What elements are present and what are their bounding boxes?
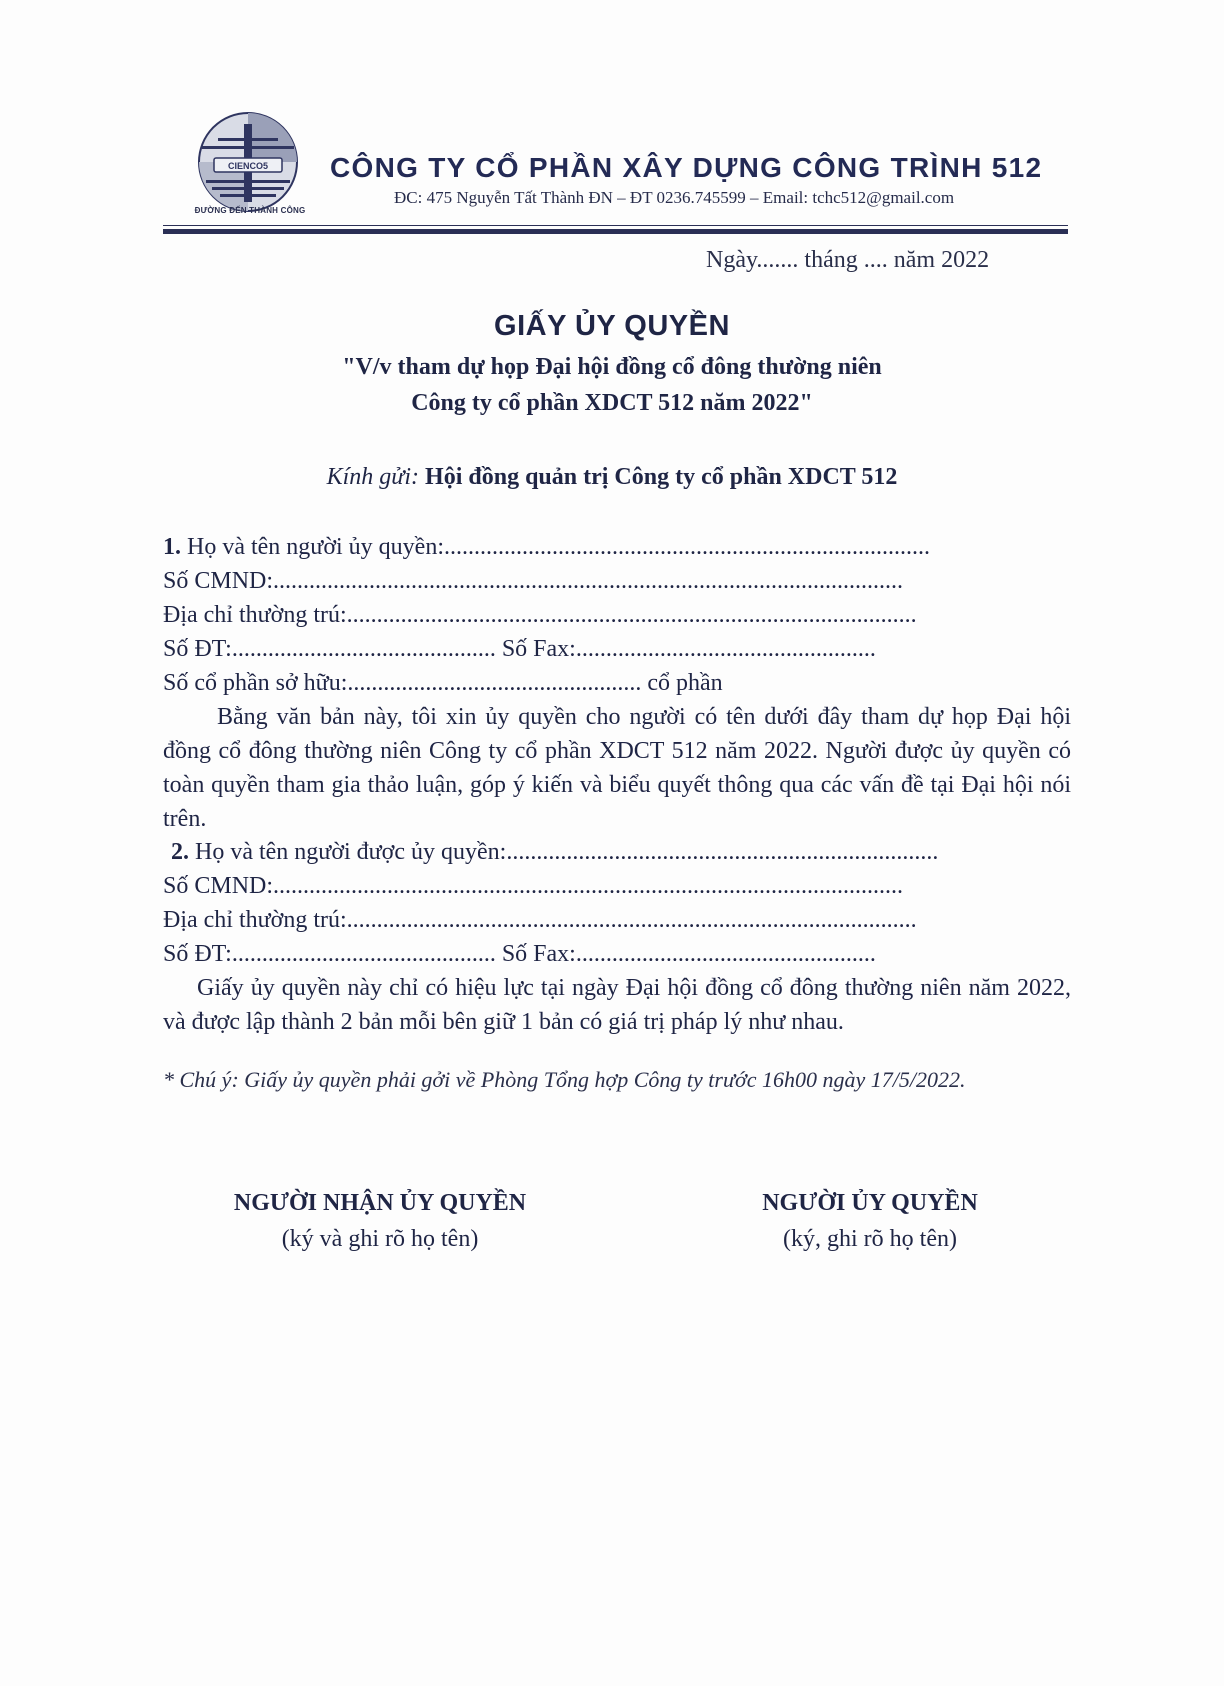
grantee-address-field[interactable]: Địa chỉ thường trú:............................................................................................... — [163, 907, 917, 933]
validity-paragraph: Giấy ủy quyền này chỉ có hiệu lực tại ngày Đại hội đồng cổ đông thường niên năm 2022, và được lập thành 2 bản mỗi bên giữ 1 bản có giá trị pháp lý như nhau. — [163, 975, 1071, 1035]
addressee-label: Kính gửi — [326, 464, 412, 490]
grantor-name-field[interactable] — [163, 533, 930, 561]
date-line: Ngày....... tháng .... năm 2022 — [706, 247, 990, 273]
company-logo — [196, 110, 300, 214]
grantee-phone-fax-field[interactable]: Số ĐT:............................................ Số Fax:.................................................. — [163, 941, 876, 967]
document-subtitle-line-1: "V/v tham dự họp Đại hội đồng cổ đông thường niên — [342, 354, 882, 380]
logo-text: CIENCO5 — [227, 161, 269, 171]
company-contact: ĐC: 475 Nguyễn Tất Thành ĐN – ĐT 0236.745599 – Email: tchc512@gmail.com — [394, 188, 955, 207]
grantor-signature-instruction: (ký, ghi rõ họ tên) — [783, 1226, 957, 1252]
grantor-shares-field[interactable]: Số cổ phần sở hữu:................................................. cổ phần — [163, 670, 723, 696]
header-divider-thick — [163, 229, 1068, 234]
grantee-name-label: Họ và tên người được ủy quyền:........................................................................ — [189, 839, 939, 865]
grantor-phone-fax-field[interactable]: Số ĐT:............................................ Số Fax:.................................................. — [163, 636, 876, 662]
grantor-section-number: 1. — [163, 534, 181, 560]
grantee-name-field[interactable] — [171, 838, 938, 866]
authorization-paragraph: Bằng văn bản này, tôi xin ủy quyền cho người có tên dưới đây tham dự họp Đại hội đồng cổ đông thường niên Công ty cổ phần XDCT 512 năm 2022. Người được ủy quyền có toàn quyền tham gia thảo luận, góp ý kiến và biểu quyết thông qua các vấn đề tại Đại hội nói trên. — [163, 704, 1071, 832]
recipient-signature-title: NGƯỜI NHẬN ỦY QUYỀN — [233, 1190, 527, 1216]
recipient-signature-instruction: (ký và ghi rõ họ tên) — [281, 1226, 479, 1252]
grantor-signature-title: NGƯỜI ỦY QUYỀN — [762, 1190, 978, 1216]
submission-note: * Chú ý: Giấy ủy quyền phải gởi về Phòng Tổng hợp Công ty trước 16h00 ngày 17/5/2022. — [163, 1067, 966, 1092]
company-name: CÔNG TY CỔ PHẦN XÂY DỰNG CÔNG TRÌNH 512 — [330, 152, 1043, 183]
addressee: Kính gửi: Hội đồng quản trị Công ty cổ phần XDCT 512 — [326, 464, 898, 490]
document-title: GIẤY ỦY QUYỀN — [494, 310, 730, 342]
grantee-id-field[interactable]: Số CMND:......................................................................................................... — [163, 873, 904, 899]
grantor-id-field[interactable]: Số CMND:......................................................................................................... — [163, 568, 904, 594]
addressee-value: Hội đồng quản trị Công ty cổ phần XDCT 512 — [425, 464, 898, 490]
grantor-name-label: Họ và tên người ủy quyền:................................................................................. — [181, 534, 930, 560]
logo-caption: ĐƯỜNG ĐẾN THÀNH CÔNG — [194, 206, 306, 215]
header-divider-thin — [163, 225, 1068, 226]
document-subtitle-line-2: Công ty cổ phần XDCT 512 năm 2022" — [411, 390, 813, 416]
grantee-section-number: 2. — [171, 839, 189, 865]
grantor-address-field[interactable]: Địa chỉ thường trú:............................................................................................... — [163, 602, 917, 628]
